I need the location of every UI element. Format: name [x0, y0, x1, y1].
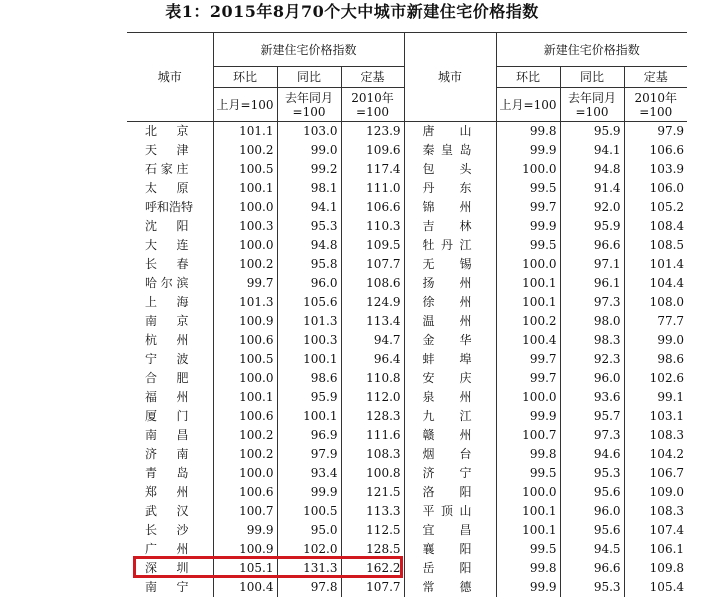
- table-row: [127, 426, 687, 445]
- fixed-base-value: 107.7: [341, 255, 404, 274]
- yoy-value: 95.0: [277, 521, 341, 540]
- fixed-base-value: 105.2: [649, 200, 685, 214]
- city-name: 无锡: [404, 255, 496, 274]
- mom-value: 100.9: [213, 540, 277, 559]
- mom-value: 99.7: [496, 198, 560, 217]
- fixed-base-value: 108.0: [649, 295, 685, 309]
- yoy-header: 同比: [277, 67, 341, 88]
- fixed-base-value: 97.9: [657, 124, 685, 138]
- table-row: [127, 559, 687, 578]
- yoy-header: 同比: [560, 67, 624, 88]
- fixed-base-value: 108.3: [649, 428, 685, 442]
- yoy-value: 95.6: [560, 483, 624, 502]
- fixed-base-value: 94.7: [341, 331, 404, 350]
- mom-value: 100.1: [496, 274, 560, 293]
- mom-value: 100.1: [496, 502, 560, 521]
- mom-value: 99.5: [496, 464, 560, 483]
- city-name: 宁波: [127, 350, 213, 369]
- fixed-base-value: 121.5: [341, 483, 404, 502]
- fixed-base-value: 109.8: [649, 561, 685, 575]
- mom-value: 100.9: [213, 312, 277, 331]
- table-row: [127, 179, 687, 198]
- mom-value: 100.2: [213, 255, 277, 274]
- table-row: [127, 198, 687, 217]
- fixed-base-value: 106.0: [649, 181, 685, 195]
- city-name: 锦州: [404, 198, 496, 217]
- city-name: 合肥: [127, 369, 213, 388]
- city-name: 烟台: [404, 445, 496, 464]
- yoy-value: 93.6: [560, 388, 624, 407]
- mom-value: 100.2: [213, 445, 277, 464]
- fixed-base-value: 101.4: [649, 257, 685, 271]
- yoy-value: 95.3: [560, 464, 624, 483]
- yoy-value: 96.9: [277, 426, 341, 445]
- table-row: [127, 578, 687, 597]
- mom-value: 105.1: [213, 559, 277, 578]
- table-row: [127, 293, 687, 312]
- yoy-value: 102.0: [277, 540, 341, 559]
- city-name: 唐山: [404, 122, 496, 142]
- fixed-base-value: 104.4: [649, 276, 685, 290]
- yoy-value: 98.6: [277, 369, 341, 388]
- fixed-base-value: 109.5: [341, 236, 404, 255]
- yoy-value: 103.0: [277, 122, 341, 142]
- fixed-base-value: 99.1: [657, 390, 685, 404]
- city-name: 包头: [404, 160, 496, 179]
- fixed-base-value: 109.6: [341, 141, 404, 160]
- city-name: 温州: [404, 312, 496, 331]
- fixed-base-value: 107.4: [649, 523, 685, 537]
- mom-value: 100.6: [213, 407, 277, 426]
- fixed-base-value: 112.0: [341, 388, 404, 407]
- table-row: [127, 217, 687, 236]
- mom-value: 100.6: [213, 331, 277, 350]
- city-name: 九江: [404, 407, 496, 426]
- mom-value: 100.2: [213, 426, 277, 445]
- fixed-base-value: 100.8: [341, 464, 404, 483]
- city-name: 平顶山: [404, 502, 496, 521]
- mom-value: 99.9: [496, 141, 560, 160]
- mom-value: 99.7: [496, 369, 560, 388]
- city-name: 南昌: [127, 426, 213, 445]
- fixed-base-value: 102.6: [649, 371, 685, 385]
- mom-value: 99.8: [496, 559, 560, 578]
- yoy-value: 94.8: [560, 160, 624, 179]
- mom-value: 100.5: [213, 350, 277, 369]
- mom-value: 100.0: [496, 483, 560, 502]
- city-name: 深圳: [127, 559, 213, 578]
- city-name: 天津: [127, 141, 213, 160]
- table-row: [127, 274, 687, 293]
- index-group-header: 新建住宅价格指数: [496, 33, 687, 67]
- table-row: [127, 521, 687, 540]
- fixed-base-value: 106.6: [341, 198, 404, 217]
- fixed-base-note: 2010年=100: [341, 88, 404, 122]
- table-row: [127, 502, 687, 521]
- yoy-value: 99.2: [277, 160, 341, 179]
- yoy-value: 94.1: [560, 141, 624, 160]
- mom-value: 100.7: [496, 426, 560, 445]
- yoy-value: 98.3: [560, 331, 624, 350]
- fixed-base-note: 2010年=100: [624, 88, 687, 122]
- fixed-base-value: 113.4: [341, 312, 404, 331]
- fixed-base-value: 98.6: [657, 352, 685, 366]
- table-row: [127, 483, 687, 502]
- yoy-value: 95.7: [560, 407, 624, 426]
- city-name: 呼和浩特: [127, 198, 213, 217]
- fixed-base-value: 108.3: [341, 445, 404, 464]
- mom-value: 99.5: [496, 179, 560, 198]
- table-row: [127, 236, 687, 255]
- mom-value: 100.4: [213, 578, 277, 597]
- fixed-base-value: 105.4: [649, 580, 685, 594]
- table-row: [127, 141, 687, 160]
- yoy-value: 96.1: [560, 274, 624, 293]
- yoy-value: 100.5: [277, 502, 341, 521]
- mom-value: 100.1: [496, 521, 560, 540]
- yoy-value: 94.5: [560, 540, 624, 559]
- mom-base-note: 上月=100: [213, 88, 277, 122]
- table-row: [127, 350, 687, 369]
- city-name: 襄阳: [404, 540, 496, 559]
- mom-value: 100.1: [496, 293, 560, 312]
- city-name: 岳阳: [404, 559, 496, 578]
- fixed-base-value: 117.4: [341, 160, 404, 179]
- yoy-value: 95.9: [560, 122, 624, 142]
- mom-value: 100.0: [213, 369, 277, 388]
- city-name: 洛阳: [404, 483, 496, 502]
- mom-value: 99.8: [496, 122, 560, 142]
- yoy-value: 131.3: [277, 559, 341, 578]
- city-name: 常德: [404, 578, 496, 597]
- city-name: 赣州: [404, 426, 496, 445]
- yoy-value: 96.0: [560, 502, 624, 521]
- city-name: 青岛: [127, 464, 213, 483]
- yoy-value: 95.3: [277, 217, 341, 236]
- mom-value: 99.8: [496, 445, 560, 464]
- yoy-value: 97.3: [560, 293, 624, 312]
- fixed-base-value: 106.1: [649, 542, 685, 556]
- yoy-value: 98.0: [560, 312, 624, 331]
- mom-value: 100.1: [213, 388, 277, 407]
- city-name: 厦门: [127, 407, 213, 426]
- city-name: 秦皇岛: [404, 141, 496, 160]
- city-name: 郑州: [127, 483, 213, 502]
- yoy-value: 98.1: [277, 179, 341, 198]
- yoy-value: 96.6: [560, 559, 624, 578]
- city-name: 宜昌: [404, 521, 496, 540]
- yoy-value: 97.1: [560, 255, 624, 274]
- mom-value: 100.7: [213, 502, 277, 521]
- yoy-value: 100.3: [277, 331, 341, 350]
- table-row: [127, 160, 687, 179]
- city-name: 金华: [404, 331, 496, 350]
- fixed-base-value: 111.6: [341, 426, 404, 445]
- mom-value: 100.0: [496, 160, 560, 179]
- fixed-base-value: 110.8: [341, 369, 404, 388]
- fixed-base-value: 106.7: [649, 466, 685, 480]
- table-row: [127, 540, 687, 559]
- city-name: 济宁: [404, 464, 496, 483]
- yoy-value: 95.3: [560, 578, 624, 597]
- fixed-base-value: 103.1: [649, 409, 685, 423]
- city-name: 长沙: [127, 521, 213, 540]
- mom-value: 100.0: [213, 236, 277, 255]
- yoy-value: 100.1: [277, 407, 341, 426]
- mom-value: 99.7: [496, 350, 560, 369]
- mom-value: 100.2: [213, 141, 277, 160]
- fixed-base-value: 108.4: [649, 219, 685, 233]
- fixed-base-value: 107.7: [341, 578, 404, 597]
- city-name: 牡丹江: [404, 236, 496, 255]
- mom-value: 100.3: [213, 217, 277, 236]
- city-name: 石家庄: [127, 160, 213, 179]
- table-row: [127, 388, 687, 407]
- table-row: [127, 122, 687, 142]
- city-name: 上海: [127, 293, 213, 312]
- yoy-value: 91.4: [560, 179, 624, 198]
- city-name: 杭州: [127, 331, 213, 350]
- fixed-base-value: 77.7: [657, 314, 685, 328]
- mom-value: 100.1: [213, 179, 277, 198]
- city-name: 济南: [127, 445, 213, 464]
- city-name: 南宁: [127, 578, 213, 597]
- fixed-base-value: 104.2: [649, 447, 685, 461]
- fixed-base-value: 109.0: [649, 485, 685, 499]
- table-row: [127, 407, 687, 426]
- mom-value: 99.5: [496, 540, 560, 559]
- city-column-header: 城市: [404, 33, 496, 122]
- fixed-base-value: 111.0: [341, 179, 404, 198]
- yoy-value: 94.8: [277, 236, 341, 255]
- fixed-base-value: 128.3: [341, 407, 404, 426]
- mom-value: 100.6: [213, 483, 277, 502]
- mom-value: 99.9: [213, 521, 277, 540]
- yoy-value: 96.6: [560, 236, 624, 255]
- table-row: [127, 369, 687, 388]
- index-group-header: 新建住宅价格指数: [213, 33, 404, 67]
- mom-value: 101.3: [213, 293, 277, 312]
- yoy-value: 92.0: [560, 198, 624, 217]
- fixed-base-value: 99.0: [657, 333, 685, 347]
- fixed-base-value: 123.9: [341, 122, 404, 142]
- city-name: 武汉: [127, 502, 213, 521]
- city-name: 吉林: [404, 217, 496, 236]
- page-title: 表1：2015年8月70个大中城市新建住宅价格指数: [165, 2, 539, 21]
- city-name: 大连: [127, 236, 213, 255]
- fixed-base-value: 108.6: [341, 274, 404, 293]
- yoy-value: 100.1: [277, 350, 341, 369]
- city-name: 安庆: [404, 369, 496, 388]
- fixed-base-header: 定基: [341, 67, 404, 88]
- fixed-base-value: 103.9: [649, 162, 685, 176]
- city-name: 北京: [127, 122, 213, 142]
- yoy-base-note: 去年同月=100: [277, 88, 341, 122]
- mom-value: 101.1: [213, 122, 277, 142]
- mom-header: 环比: [496, 67, 560, 88]
- mom-value: 100.2: [496, 312, 560, 331]
- city-name: 扬州: [404, 274, 496, 293]
- fixed-base-value: 162.2: [341, 559, 404, 578]
- city-name: 丹东: [404, 179, 496, 198]
- city-name: 福州: [127, 388, 213, 407]
- fixed-base-value: 96.4: [341, 350, 404, 369]
- fixed-base-value: 128.5: [341, 540, 404, 559]
- fixed-base-value: 108.3: [649, 504, 685, 518]
- city-column-header: 城市: [127, 33, 213, 122]
- table-row: [127, 312, 687, 331]
- city-name: 徐州: [404, 293, 496, 312]
- city-name: 太原: [127, 179, 213, 198]
- mom-value: 99.9: [496, 578, 560, 597]
- mom-value: 100.5: [213, 160, 277, 179]
- housing-price-table: [127, 32, 687, 597]
- city-name: 广州: [127, 540, 213, 559]
- fixed-base-header: 定基: [624, 67, 687, 88]
- mom-value: 99.5: [496, 236, 560, 255]
- fixed-base-value: 106.6: [649, 143, 685, 157]
- mom-value: 99.7: [213, 274, 277, 293]
- yoy-value: 94.6: [560, 445, 624, 464]
- yoy-value: 96.0: [277, 274, 341, 293]
- city-name: 南京: [127, 312, 213, 331]
- fixed-base-value: 113.3: [341, 502, 404, 521]
- fixed-base-value: 124.9: [341, 293, 404, 312]
- yoy-value: 97.3: [560, 426, 624, 445]
- fixed-base-value: 110.3: [341, 217, 404, 236]
- mom-value: 100.0: [496, 388, 560, 407]
- city-name: 蚌埠: [404, 350, 496, 369]
- yoy-value: 97.9: [277, 445, 341, 464]
- yoy-value: 95.6: [560, 521, 624, 540]
- yoy-value: 99.0: [277, 141, 341, 160]
- city-name: 沈阳: [127, 217, 213, 236]
- mom-value: 100.4: [496, 331, 560, 350]
- yoy-value: 93.4: [277, 464, 341, 483]
- mom-value: 99.9: [496, 407, 560, 426]
- table-row: [127, 255, 687, 274]
- table-row: [127, 331, 687, 350]
- yoy-value: 105.6: [277, 293, 341, 312]
- fixed-base-value: 112.5: [341, 521, 404, 540]
- mom-header: 环比: [213, 67, 277, 88]
- yoy-value: 95.8: [277, 255, 341, 274]
- city-name: 长春: [127, 255, 213, 274]
- mom-value: 100.0: [213, 198, 277, 217]
- yoy-value: 95.9: [560, 217, 624, 236]
- yoy-base-note: 去年同月=100: [560, 88, 624, 122]
- table-row: [127, 464, 687, 483]
- mom-value: 100.0: [496, 255, 560, 274]
- table-row: [127, 445, 687, 464]
- yoy-value: 94.1: [277, 198, 341, 217]
- mom-base-note: 上月=100: [496, 88, 560, 122]
- mom-value: 99.9: [496, 217, 560, 236]
- yoy-value: 96.0: [560, 369, 624, 388]
- fixed-base-value: 108.5: [649, 238, 685, 252]
- yoy-value: 97.8: [277, 578, 341, 597]
- yoy-value: 92.3: [560, 350, 624, 369]
- yoy-value: 95.9: [277, 388, 341, 407]
- mom-value: 100.0: [213, 464, 277, 483]
- yoy-value: 101.3: [277, 312, 341, 331]
- city-name: 哈尔滨: [127, 274, 213, 293]
- yoy-value: 99.9: [277, 483, 341, 502]
- city-name: 泉州: [404, 388, 496, 407]
